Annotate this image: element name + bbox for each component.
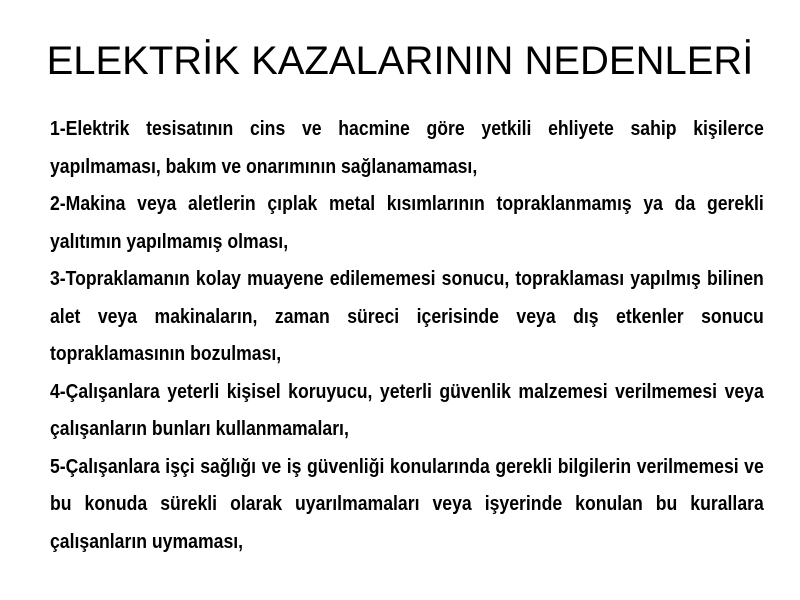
cause-item-1: 1-Elektrik tesisatının cins ve hacmine göre yetkili ehliyete sahip kişilerce yapılmaması, bakım ve onarımının sağlanamaması, <box>50 117 764 178</box>
cause-item-4: 4-Çalışanlara yeterli kişisel koruyucu, yeterli güvenlik malzemesi verilmemesi veya çalışanların bunları kullanmamaları, <box>50 379 764 440</box>
slide-title: ELEKTRİK KAZALARININ NEDENLERİ <box>46 39 754 83</box>
cause-list <box>50 110 764 560</box>
cause-item-3: 3-Topraklamanın kolay muayene edilememesi sonucu, topraklaması yapılmış bilinen alet veya makinaların, zaman süreci içerisinde veya dış etkenler sonucu topraklamasının bozulması, <box>50 267 764 365</box>
cause-item-2: 2-Makina veya aletlerin çıplak metal kısımlarının topraklanmamış ya da gerekli yalıtımın yapılmamış olması, <box>50 192 764 253</box>
cause-item-5: 5-Çalışanlara işçi sağlığı ve iş güvenliği konularında gerekli bilgilerin verilmemesi ve bu konuda sürekli olarak uyarılmamaları veya işyerinde konulan bu kurallara çalışanların uymaması, <box>50 454 764 553</box>
